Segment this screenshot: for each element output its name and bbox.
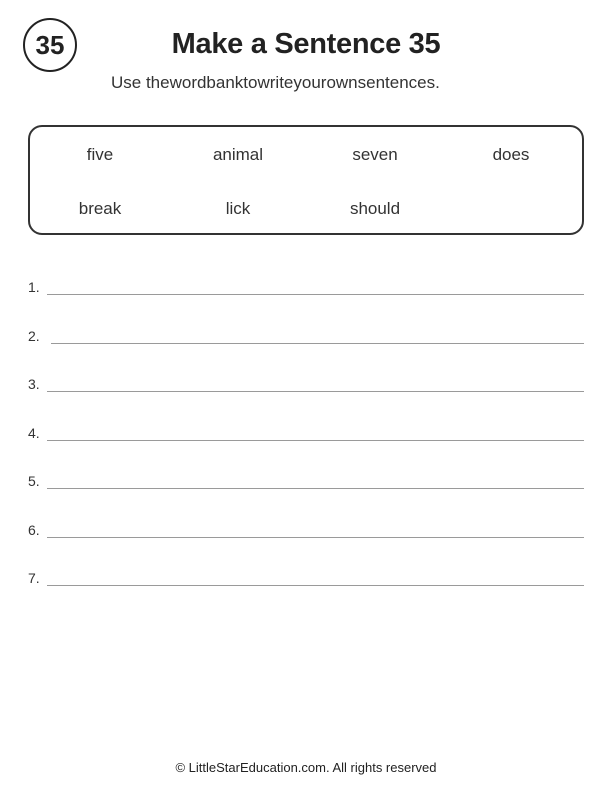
writing-line-1[interactable] [28, 279, 584, 299]
instruction-text: Use thewordbanktowriteyourownsentences. [111, 73, 440, 92]
writing-line-2[interactable] [28, 328, 584, 348]
writing-line-7[interactable] [28, 570, 584, 590]
line-number: 3. [28, 376, 40, 392]
line-number: 1. [28, 279, 40, 295]
page-title [0, 28, 612, 61]
page-title-text: Make a Sentence 35 [171, 28, 441, 60]
writing-line-5[interactable] [28, 473, 584, 493]
word-bank-item: animal [212, 145, 264, 164]
line-number: 5. [28, 473, 40, 489]
line-number: 2. [28, 328, 40, 344]
writing-line-6[interactable] [28, 522, 584, 542]
writing-rule[interactable] [47, 391, 584, 392]
word-bank [28, 125, 584, 235]
copyright-footer: © LittleStarEducation.com. All rights reserved [175, 760, 437, 775]
word-bank-item: lick [225, 199, 251, 218]
writing-line-4[interactable] [28, 425, 584, 445]
word-bank-item: does [492, 145, 530, 164]
writing-rule[interactable] [47, 537, 584, 538]
writing-rule[interactable] [47, 585, 584, 586]
line-number: 7. [28, 570, 40, 586]
writing-rule[interactable] [47, 440, 584, 441]
line-number: 4. [28, 425, 40, 441]
writing-rule[interactable] [47, 488, 584, 489]
writing-line-3[interactable] [28, 376, 584, 396]
word-bank-item: seven [352, 145, 398, 164]
writing-rule[interactable] [47, 294, 584, 295]
word-bank-item: should [349, 199, 401, 218]
writing-rule[interactable] [51, 343, 584, 344]
worksheet-number: 35 [35, 29, 65, 60]
line-number: 6. [28, 522, 40, 538]
word-bank-item: break [78, 199, 122, 218]
word-bank-item: five [86, 145, 114, 164]
